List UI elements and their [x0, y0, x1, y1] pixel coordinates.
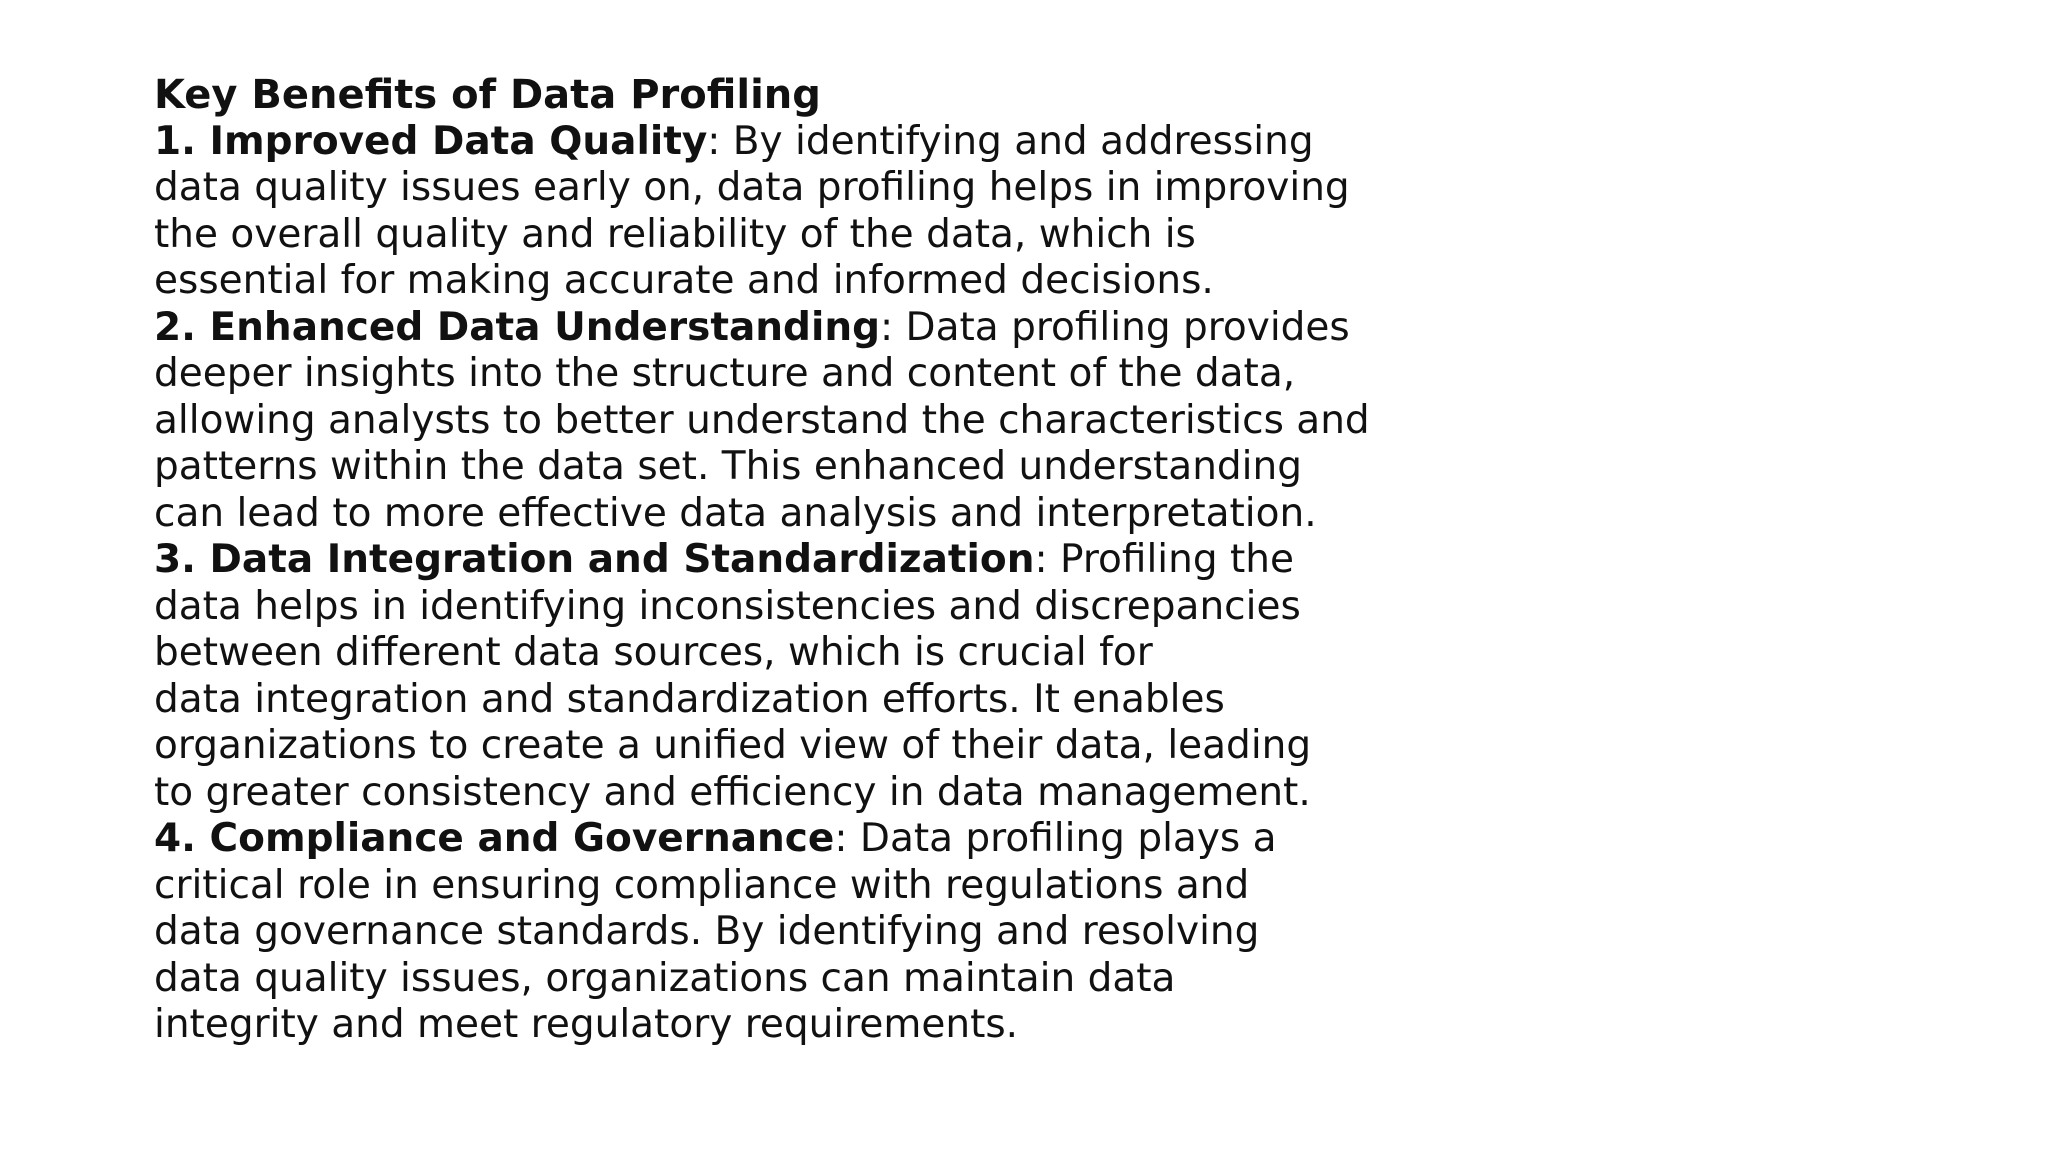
benefit-4-line: data quality issues, organizations can maintain data	[154, 955, 1176, 1001]
benefit-3-line: organizations to create a unified view of their data, leading	[154, 723, 1312, 768]
benefit-4-line: critical role in ensuring compliance with regulations and	[154, 862, 1250, 908]
benefit-item-1	[154, 119, 1354, 305]
benefit-2-colon: :	[880, 304, 894, 350]
benefit-4-line: integrity and meet regulatory requirements.	[154, 1002, 1019, 1047]
slide-title: Key Benefits of Data Profiling	[154, 72, 821, 118]
benefit-1-line: data quality issues early on, data profiling helps in improving	[154, 165, 1350, 210]
benefit-4-colon: :	[834, 816, 848, 861]
benefit-1-colon: :	[707, 118, 721, 164]
benefit-1-line: the overall quality and reliability of the data, which is	[154, 211, 1196, 257]
benefit-1-first-text: By identifying and addressing	[720, 118, 1314, 164]
benefit-4-line: data governance standards. By identifying and resolving	[154, 909, 1260, 954]
benefit-item-2	[154, 304, 1370, 538]
benefit-1-line: essential for making accurate and informed decisions.	[154, 258, 1214, 303]
benefit-3-line: data integration and standardization efforts. It enables	[154, 676, 1225, 722]
benefit-3-line: between different data sources, which is crucial for	[154, 630, 1153, 675]
benefit-2-first-text: Data profiling provides	[893, 304, 1350, 350]
benefit-4-heading: 4. Compliance and Governance	[154, 816, 835, 861]
benefit-4-first-line	[154, 816, 1354, 863]
benefit-2-line: patterns within the data set. This enhanced understanding	[154, 444, 1302, 489]
benefit-2-first-line	[154, 305, 1354, 352]
benefit-2-line: can lead to more effective data analysis and interpretation.	[154, 490, 1317, 536]
benefit-2-line: deeper insights into the structure and content of the data,	[154, 351, 1296, 396]
benefit-1-heading: 1. Improved Data Quality	[154, 118, 708, 164]
benefit-3-heading: 3. Data Integration and Standardization	[154, 537, 1035, 582]
benefit-3-line: data helps in identifying inconsistencies and discrepancies	[154, 583, 1301, 629]
benefit-1-first-line	[154, 119, 1354, 166]
benefit-item-4	[154, 816, 1354, 1049]
benefit-3-first-text: Profiling the	[1047, 537, 1295, 582]
benefit-4-first-text: Data profiling plays a	[847, 816, 1277, 861]
benefit-2-heading: 2. Enhanced Data Understanding	[154, 304, 881, 350]
benefit-item-3	[154, 537, 1354, 816]
benefit-2-line: allowing analysts to better understand the characteristics and	[154, 397, 1370, 443]
slide-content	[154, 72, 1370, 1049]
benefit-3-first-line	[154, 537, 1354, 584]
benefit-3-line: to greater consistency and efficiency in data management.	[154, 769, 1311, 815]
benefit-3-colon: :	[1034, 537, 1048, 582]
